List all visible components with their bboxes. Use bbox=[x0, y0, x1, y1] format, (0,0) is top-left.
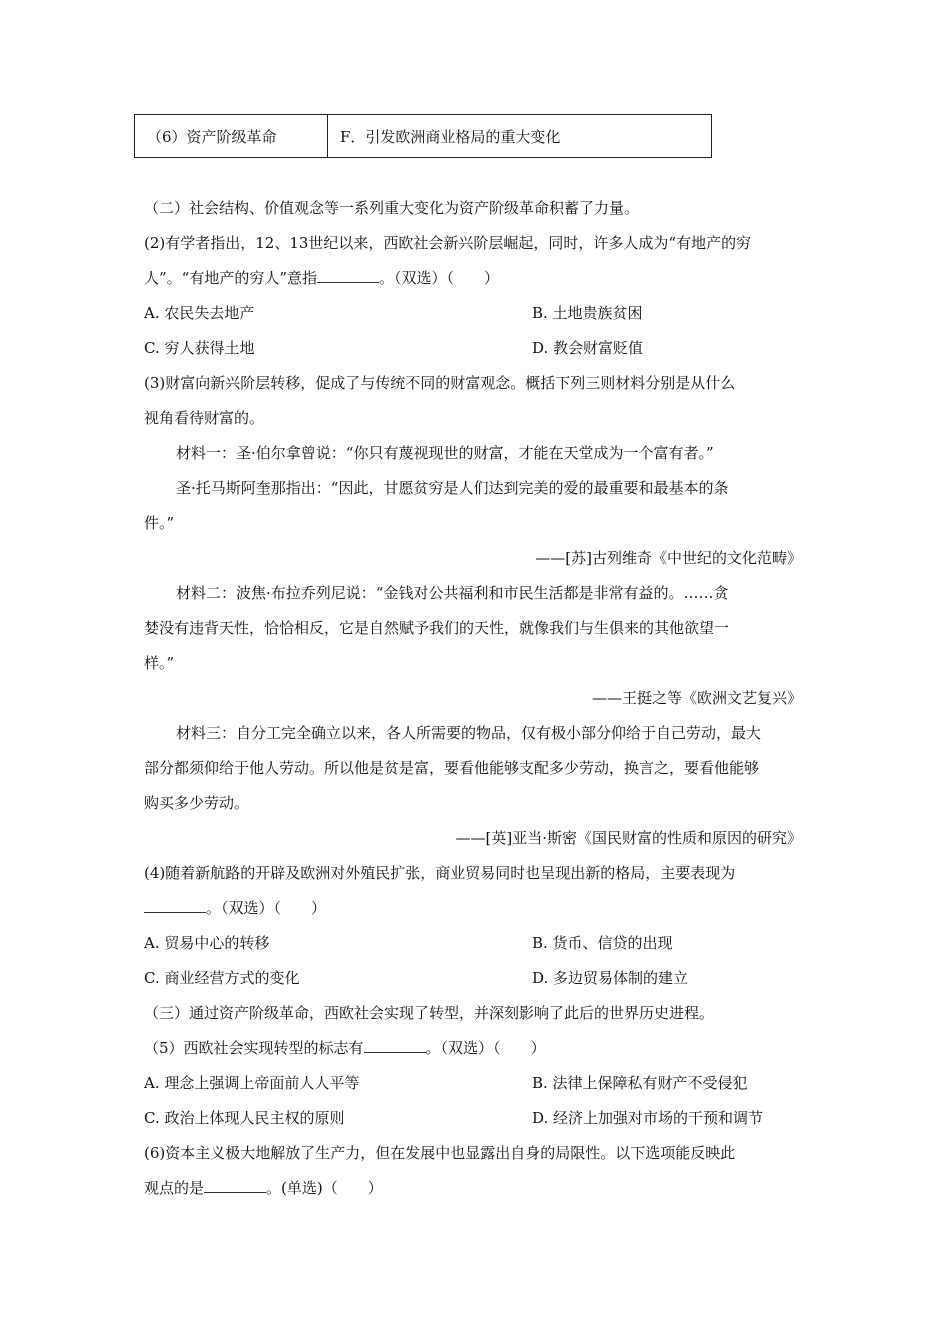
q4-option-c[interactable]: C. 商业经营方式的变化 bbox=[144, 969, 300, 987]
material-2-line3: 样。” bbox=[144, 654, 175, 672]
matching-table bbox=[134, 114, 712, 158]
q2-option-b[interactable]: B. 土地贵族贫困 bbox=[532, 304, 643, 322]
material-1-line1: 材料一：圣·伯尔拿曾说：“你只有蔑视现世的财富，才能在天堂成为一个富有者。” bbox=[176, 444, 714, 462]
answer-blank[interactable] bbox=[317, 268, 379, 283]
material-1-line2: 圣·托马斯阿奎那指出：“因此，甘愿贫穷是人们达到完美的爱的最重要和最基本的条 bbox=[176, 479, 729, 497]
section-2-heading: （二）社会结构、价值观念等一系列重大变化为资产阶级革命积蓄了力量。 bbox=[144, 199, 640, 217]
material-2-source: ——王挺之等《欧洲文艺复兴》 bbox=[591, 689, 802, 707]
q5-stem: （5）西欧社会实现转型的标志有 。（双选）（ ） bbox=[144, 1039, 546, 1057]
material-1-source: ——[苏]古列维奇《中世纪的文化范畴》 bbox=[535, 549, 802, 567]
material-3-source: ——[英]亚当·斯密《国民财富的性质和原因的研究》 bbox=[455, 829, 802, 847]
answer-blank[interactable] bbox=[364, 1038, 426, 1053]
material-3-line3: 购买多少劳动。 bbox=[144, 794, 250, 812]
q2-line1: (2)有学者指出，12、13世纪以来，西欧社会新兴阶层崛起，同时，许多人成为“有地产的穷 bbox=[144, 234, 752, 252]
q6-line2: 观点的是 。(单选)（ ） bbox=[144, 1179, 383, 1197]
q2-option-d[interactable]: D. 教会财富贬值 bbox=[532, 339, 644, 357]
q5-option-a[interactable]: A. 理念上强调上帝面前人人平等 bbox=[144, 1074, 360, 1092]
material-2-line1: 材料二：波焦·布拉乔列尼说：“金钱对公共福利和市民生活都是非常有益的。……贪 bbox=[176, 584, 729, 602]
section-3-heading: （三）通过资产阶级革命，西欧社会实现了转型，并深刻影响了此后的世界历史进程。 bbox=[144, 1004, 715, 1022]
answer-blank[interactable] bbox=[204, 1178, 266, 1193]
q4-option-a[interactable]: A. 贸易中心的转移 bbox=[144, 934, 270, 952]
material-1-line3: 件。” bbox=[144, 514, 175, 532]
q5-option-d[interactable]: D. 经济上加强对市场的干预和调节 bbox=[532, 1109, 764, 1127]
q4-line2: 。（双选）（ ） bbox=[144, 897, 326, 919]
q2-line2: 人”。“有地产的穷人”意指 。（双选）（ ） bbox=[144, 269, 500, 287]
q4-line1: (4)随着新航路的开辟及欧洲对外殖民扩张，商业贸易同时也呈现出新的格局，主要表现为 bbox=[144, 864, 736, 882]
answer-blank[interactable] bbox=[144, 898, 206, 913]
q5-option-b[interactable]: B. 法律上保障私有财产不受侵犯 bbox=[532, 1074, 748, 1092]
material-3-line2: 部分都须仰给于他人劳动。所以他是贫是富，要看他能够支配多少劳动，换言之，要看他能够 bbox=[144, 759, 760, 777]
table-cell-left: （6）资产阶级革命 bbox=[135, 115, 328, 158]
q3-line2: 视角看待财富的。 bbox=[144, 409, 265, 427]
q4-option-d[interactable]: D. 多边贸易体制的建立 bbox=[532, 969, 689, 987]
q4-option-b[interactable]: B. 货币、信贷的出现 bbox=[532, 934, 673, 952]
q6-line1: (6)资本主义极大地解放了生产力，但在发展中也显露出自身的局限性。以下选项能反映此 bbox=[144, 1144, 736, 1162]
q3-line1: (3)财富向新兴阶层转移，促成了与传统不同的财富观念。概括下列三则材料分别是从什么 bbox=[144, 374, 736, 392]
q2-option-a[interactable]: A. 农民失去地产 bbox=[144, 304, 255, 322]
material-2-line2: 婪没有违背天性，恰恰相反，它是自然赋予我们的天性，就像我们与生俱来的其他欲望一 bbox=[144, 619, 730, 637]
material-3-line1: 材料三：自分工完全确立以来，各人所需要的物品，仅有极小部分仰给于自己劳动，最大 bbox=[176, 724, 762, 742]
q2-option-c[interactable]: C. 穷人获得土地 bbox=[144, 339, 255, 357]
table-cell-right: F．引发欧洲商业格局的重大变化 bbox=[328, 115, 712, 158]
table-row bbox=[135, 115, 712, 158]
q5-option-c[interactable]: C. 政治上体现人民主权的原则 bbox=[144, 1109, 345, 1127]
